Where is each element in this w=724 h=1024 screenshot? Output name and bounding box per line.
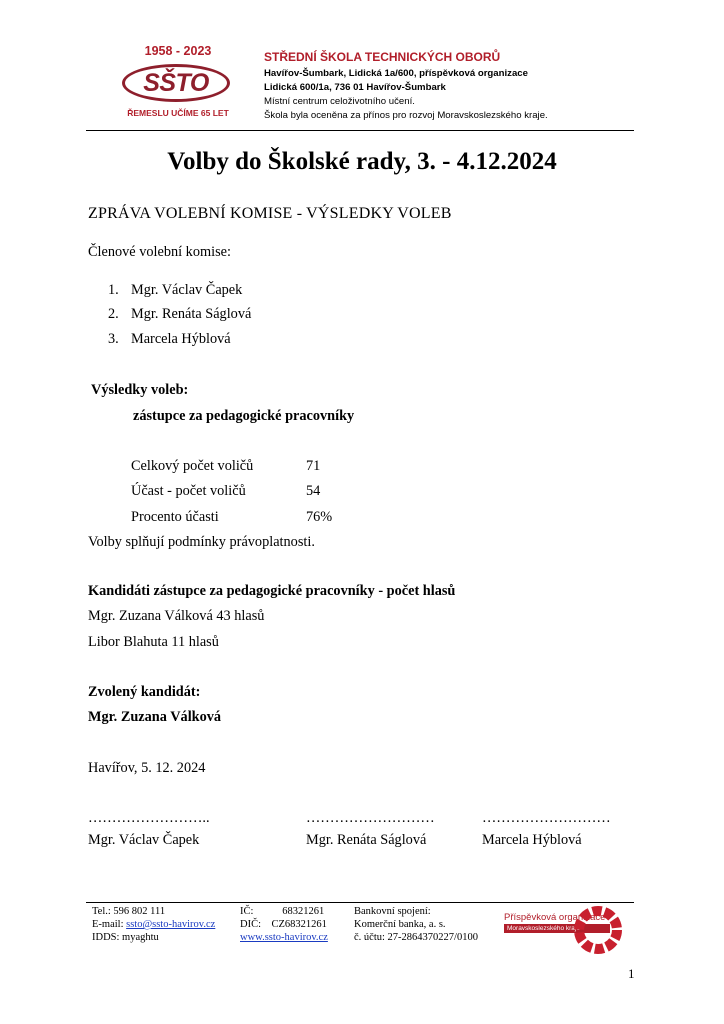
footer-web-link[interactable]: www.ssto-havirov.cz bbox=[240, 932, 328, 943]
commission-member-num: 1. bbox=[108, 282, 119, 298]
signature-name: Mgr. Václav Čapek bbox=[88, 832, 200, 848]
elected-heading: Zvolený kandidát: bbox=[88, 684, 201, 700]
commission-member-name: Mgr. Václav Čapek bbox=[131, 282, 243, 298]
results-heading: Výsledky voleb: bbox=[91, 382, 189, 398]
results-subheading: zástupce za pedagogické pracovníky bbox=[133, 408, 355, 424]
logo-motto: ŘEMESLU UČÍME 65 LET bbox=[127, 108, 229, 118]
results-row-value: 76% bbox=[306, 509, 333, 525]
footer-email-link[interactable]: ssto@ssto-havirov.cz bbox=[126, 919, 216, 930]
logo-text: SŠTO bbox=[143, 68, 209, 97]
header-line-3: Místní centrum celoživotního učení. bbox=[264, 96, 415, 107]
header-line-2: Lidická 600/1a, 736 01 Havířov-Šumbark bbox=[264, 82, 446, 93]
page-title: Volby do Školské rady, 3. - 4.12.2024 bbox=[167, 148, 557, 175]
candidate-item: Mgr. Zuzana Válková 43 hlasů bbox=[88, 608, 265, 624]
region-logo-icon bbox=[572, 904, 624, 956]
school-logo bbox=[120, 44, 236, 128]
elected-name: Mgr. Zuzana Válková bbox=[88, 709, 222, 725]
results-row-label: Účast - počet voličů bbox=[131, 483, 246, 499]
results-row-label: Procento účasti bbox=[131, 509, 219, 525]
page-number: 1 bbox=[628, 966, 635, 981]
header-divider bbox=[86, 130, 634, 131]
signature-name: Marcela Hýblová bbox=[482, 832, 582, 848]
signature-dots: …………………….. bbox=[88, 810, 210, 826]
commission-member-name: Mgr. Renáta Ságlová bbox=[131, 306, 252, 322]
footer-idds: IDDS: myaghtu bbox=[92, 932, 159, 943]
results-row-value: 54 bbox=[306, 483, 321, 499]
candidate-item: Libor Blahuta 11 hlasů bbox=[88, 634, 219, 650]
logo-years: 1958 - 2023 bbox=[144, 44, 212, 58]
footer-ic: IČ: 68321261 bbox=[240, 906, 325, 917]
commission-member-name: Marcela Hýblová bbox=[131, 331, 231, 347]
footer-dic: DIČ: CZ68321261 bbox=[240, 919, 327, 930]
footer-divider bbox=[86, 902, 634, 903]
footer-tel: Tel.: 596 802 111 bbox=[92, 906, 166, 917]
candidates-heading: Kandidáti zástupce za pedagogické pracovníky - počet hlasů bbox=[88, 583, 456, 599]
validity-statement: Volby splňují podmínky právoplatnosti. bbox=[88, 534, 315, 550]
commission-member-num: 2. bbox=[108, 306, 119, 322]
header-line-4: Škola byla oceněna za přínos pro rozvoj Moravskoslezského kraje. bbox=[264, 110, 548, 121]
signature-name: Mgr. Renáta Ságlová bbox=[306, 832, 427, 848]
footer-bank-name: Komerční banka, a. s. bbox=[354, 919, 446, 930]
region-org-line-1: Příspěvková organizace bbox=[504, 912, 606, 923]
place-date: Havířov, 5. 12. 2024 bbox=[88, 760, 206, 776]
region-org-line-2: Moravskoslezského kraje bbox=[504, 924, 610, 933]
footer-email-label: E-mail: bbox=[92, 919, 127, 930]
footer-bank-label: Bankovní spojení: bbox=[354, 906, 431, 917]
results-row-label: Celkový počet voličů bbox=[131, 458, 254, 474]
school-name: STŘEDNÍ ŠKOLA TECHNICKÝCH OBORŮ bbox=[264, 50, 501, 64]
footer-email-line bbox=[92, 919, 215, 930]
logo-oval bbox=[122, 64, 230, 102]
commission-label: Členové volební komise: bbox=[88, 244, 231, 260]
footer-account: č. účtu: 27-2864370227/0100 bbox=[354, 932, 478, 943]
commission-member-num: 3. bbox=[108, 331, 119, 347]
results-row-value: 71 bbox=[306, 458, 321, 474]
header-line-1: Havířov-Šumbark, Lidická 1a/600, příspěvková organizace bbox=[264, 68, 528, 79]
report-subtitle: ZPRÁVA VOLEBNÍ KOMISE - VÝSLEDKY VOLEB bbox=[88, 205, 452, 222]
signature-dots: ……………………… bbox=[306, 810, 435, 826]
signature-dots: ……………………… bbox=[482, 810, 611, 826]
